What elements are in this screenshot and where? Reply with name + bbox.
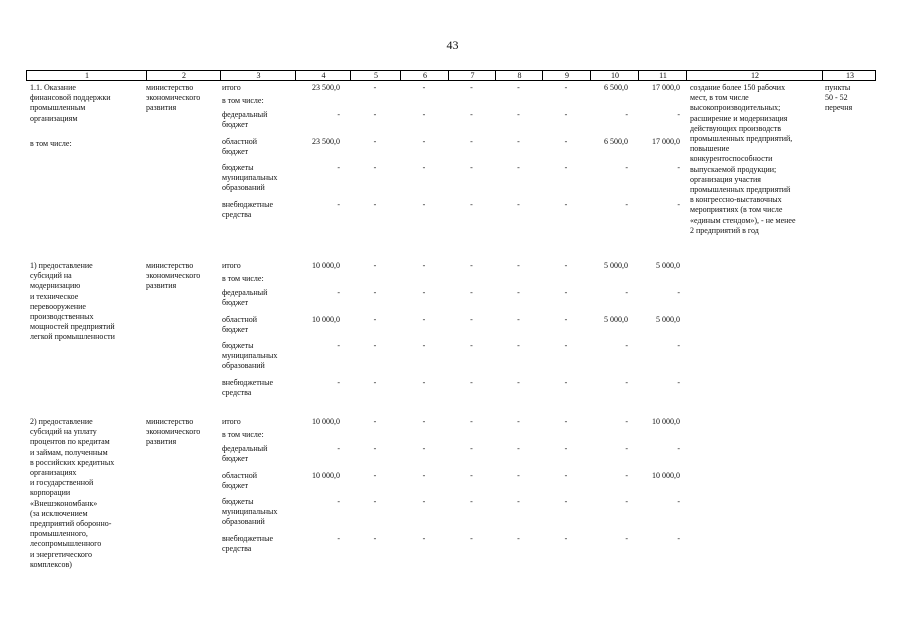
funding-amount-cell: -: [564, 534, 568, 543]
funding-amount-cell: -: [517, 378, 520, 387]
funding-amount-cell: -: [422, 378, 426, 387]
responsible-executor: министерство экономического развития: [146, 83, 201, 113]
column-divider: [822, 71, 823, 80]
funding-amount-cell: -: [373, 83, 377, 92]
funding-amount-cell: -: [373, 497, 377, 506]
funding-amount-cell: -: [373, 110, 377, 119]
funding-amount-cell: -: [564, 261, 568, 270]
column-header-8: 8: [517, 71, 522, 80]
funding-amount-cell: -: [625, 163, 628, 172]
funding-amount-cell: -: [337, 110, 340, 119]
column-header-7: 7: [470, 71, 475, 80]
funding-amount-cell: -: [337, 200, 340, 209]
funding-source-label: федеральный бюджет: [222, 288, 268, 308]
column-divider: [220, 71, 221, 80]
list-reference: пункты 50 - 52 перечня: [825, 83, 853, 113]
funding-amount-cell: -: [517, 110, 520, 119]
funding-amount-cell: -: [677, 341, 680, 350]
funding-amount-cell: -: [625, 534, 628, 543]
funding-amount-cell: 10 000,0: [312, 417, 340, 426]
funding-source-label: областной бюджет: [222, 471, 258, 491]
funding-amount-cell: -: [422, 497, 426, 506]
funding-amount-cell: -: [337, 497, 340, 506]
expected-result: создание более 150 рабочих мест, в том числе высокопроизводительных; расширение и модернизация действующих производств промышленных предприятий, повышение конкурентоспособности выпускаемой продукции; организация участия промышленных предприятий в конгрессно-выставочных мероприятиях (в том числе «единым стендом»), - не менее 2 предприятий в год: [690, 83, 796, 235]
measure-name: 2) предоставление субсидий на уплату процентов по кредитам и займам, полученным в российских кредитных организациях и государственной корпорации «Внешэкономбанк» (за исключением предприятий оборонно- промышленного, лесопромышленного и энергетического комплексов): [30, 417, 115, 569]
column-header-13: 13: [846, 71, 854, 80]
funding-amount-cell: -: [373, 417, 377, 426]
funding-amount-cell: -: [677, 200, 680, 209]
funding-amount-cell: -: [564, 497, 568, 506]
funding-amount-cell: -: [517, 261, 520, 270]
column-divider: [400, 71, 401, 80]
funding-source-label: в том числе:: [222, 96, 264, 105]
funding-source-label: федеральный бюджет: [222, 110, 268, 130]
funding-amount-cell: -: [470, 341, 473, 350]
funding-amount-cell: -: [564, 200, 568, 209]
funding-amount-cell: -: [677, 444, 680, 453]
funding-amount-cell: 23 500,0: [312, 83, 340, 92]
funding-amount-cell: -: [470, 417, 473, 426]
funding-amount-cell: -: [373, 315, 377, 324]
funding-amount-cell: -: [470, 261, 473, 270]
funding-amount-cell: -: [625, 444, 628, 453]
funding-amount-cell: -: [625, 417, 628, 426]
funding-amount-cell: 17 000,0: [652, 137, 680, 146]
funding-source-label: в том числе:: [222, 274, 264, 283]
funding-amount-cell: 5 000,0: [656, 261, 680, 270]
funding-amount-cell: -: [677, 110, 680, 119]
funding-amount-cell: 10 000,0: [652, 471, 680, 480]
funding-source-label: федеральный бюджет: [222, 444, 268, 464]
funding-amount-cell: -: [625, 288, 628, 297]
funding-amount-cell: -: [625, 341, 628, 350]
funding-amount-cell: 10 000,0: [312, 261, 340, 270]
column-header-4: 4: [321, 71, 326, 80]
funding-amount-cell: -: [470, 110, 473, 119]
funding-amount-cell: -: [517, 83, 520, 92]
funding-source-label: итого: [222, 417, 241, 426]
funding-amount-cell: -: [337, 534, 340, 543]
funding-amount-cell: -: [422, 341, 426, 350]
funding-amount-cell: -: [470, 288, 473, 297]
responsible-executor: министерство экономического развития: [146, 261, 201, 291]
funding-amount-cell: -: [422, 417, 426, 426]
funding-amount-cell: -: [677, 534, 680, 543]
funding-amount-cell: -: [517, 288, 520, 297]
funding-amount-cell: -: [337, 444, 340, 453]
funding-amount-cell: -: [517, 417, 520, 426]
funding-amount-cell: 5 000,0: [604, 315, 628, 324]
funding-source-label: итого: [222, 261, 241, 270]
funding-amount-cell: -: [422, 83, 426, 92]
funding-amount-cell: -: [373, 341, 377, 350]
column-header-3: 3: [256, 71, 261, 80]
funding-amount-cell: -: [625, 200, 628, 209]
funding-amount-cell: -: [373, 163, 377, 172]
column-divider: [686, 71, 687, 80]
funding-amount-cell: -: [625, 378, 628, 387]
column-header-10: 10: [611, 71, 619, 80]
funding-amount-cell: -: [470, 444, 473, 453]
funding-amount-cell: -: [470, 378, 473, 387]
funding-amount-cell: -: [422, 163, 426, 172]
funding-amount-cell: -: [422, 110, 426, 119]
column-header-1: 1: [85, 71, 89, 80]
funding-amount-cell: -: [677, 378, 680, 387]
funding-amount-cell: -: [564, 444, 568, 453]
funding-amount-cell: 5 000,0: [656, 315, 680, 324]
page-number: 43: [446, 38, 459, 52]
funding-amount-cell: -: [373, 534, 377, 543]
funding-amount-cell: -: [422, 315, 426, 324]
funding-amount-cell: -: [564, 378, 568, 387]
funding-amount-cell: -: [470, 315, 473, 324]
funding-amount-cell: -: [564, 288, 568, 297]
column-header-5: 5: [374, 71, 378, 80]
funding-amount-cell: -: [470, 163, 473, 172]
column-divider: [495, 71, 496, 80]
funding-amount-cell: -: [422, 471, 426, 480]
funding-source-label: внебюджетные средства: [222, 378, 273, 398]
funding-amount-cell: -: [337, 378, 340, 387]
funding-source-label: в том числе:: [222, 430, 264, 439]
funding-amount-cell: -: [677, 163, 680, 172]
funding-source-label: внебюджетные средства: [222, 534, 273, 554]
funding-amount-cell: 5 000,0: [604, 261, 628, 270]
funding-source-label: итого: [222, 83, 241, 92]
funding-amount-cell: -: [517, 137, 520, 146]
funding-amount-cell: -: [564, 137, 568, 146]
funding-amount-cell: 17 000,0: [652, 83, 680, 92]
funding-source-label: областной бюджет: [222, 137, 258, 157]
funding-amount-cell: -: [517, 315, 520, 324]
funding-amount-cell: -: [470, 200, 473, 209]
responsible-executor: министерство экономического развития: [146, 417, 201, 447]
funding-amount-cell: -: [564, 315, 568, 324]
funding-amount-cell: -: [373, 200, 377, 209]
funding-amount-cell: -: [470, 471, 473, 480]
column-header-row: [26, 70, 876, 81]
column-header-6: 6: [423, 71, 427, 80]
funding-amount-cell: -: [373, 261, 377, 270]
column-divider: [350, 71, 351, 80]
funding-amount-cell: -: [422, 137, 426, 146]
funding-amount-cell: -: [564, 163, 568, 172]
measure-name: 1) предоставление субсидий на модернизацию и техническое перевооружение производственных мощностей предприятий легкой промышленности: [30, 261, 115, 342]
column-header-12: 12: [751, 71, 759, 80]
funding-source-label: бюджеты муниципальных образований: [222, 163, 278, 193]
funding-amount-cell: -: [373, 471, 377, 480]
column-divider: [638, 71, 639, 80]
column-divider: [542, 71, 543, 80]
funding-amount-cell: -: [373, 137, 377, 146]
funding-amount-cell: -: [422, 534, 426, 543]
funding-amount-cell: -: [470, 497, 473, 506]
funding-amount-cell: -: [564, 110, 568, 119]
funding-amount-cell: 6 500,0: [604, 83, 628, 92]
funding-amount-cell: -: [422, 200, 426, 209]
funding-source-label: бюджеты муниципальных образований: [222, 341, 278, 371]
funding-amount-cell: -: [517, 163, 520, 172]
column-header-11: 11: [659, 71, 667, 80]
column-header-2: 2: [182, 71, 186, 80]
funding-amount-cell: -: [625, 471, 628, 480]
column-divider: [590, 71, 591, 80]
funding-amount-cell: -: [470, 83, 473, 92]
funding-amount-cell: -: [517, 497, 520, 506]
measure-subtitle: в том числе:: [30, 139, 72, 148]
funding-amount-cell: -: [337, 341, 340, 350]
funding-amount-cell: -: [564, 83, 568, 92]
funding-amount-cell: -: [517, 444, 520, 453]
column-divider: [146, 71, 147, 80]
funding-amount-cell: -: [677, 497, 680, 506]
funding-amount-cell: -: [564, 471, 568, 480]
funding-amount-cell: -: [517, 200, 520, 209]
funding-source-label: внебюджетные средства: [222, 200, 273, 220]
column-divider: [295, 71, 296, 80]
funding-amount-cell: 10 000,0: [312, 471, 340, 480]
funding-amount-cell: -: [564, 417, 568, 426]
funding-amount-cell: 6 500,0: [604, 137, 628, 146]
measure-name: 1.1. Оказание финансовой поддержки промышленным организациям: [30, 83, 111, 123]
funding-amount-cell: -: [517, 471, 520, 480]
funding-amount-cell: 10 000,0: [652, 417, 680, 426]
funding-amount-cell: -: [373, 288, 377, 297]
funding-amount-cell: -: [422, 261, 426, 270]
column-divider: [448, 71, 449, 80]
funding-amount-cell: -: [373, 444, 377, 453]
funding-amount-cell: -: [677, 288, 680, 297]
funding-amount-cell: -: [337, 163, 340, 172]
funding-amount-cell: -: [373, 378, 377, 387]
column-header-9: 9: [565, 71, 569, 80]
funding-source-label: бюджеты муниципальных образований: [222, 497, 278, 527]
funding-amount-cell: 23 500,0: [312, 137, 340, 146]
funding-amount-cell: -: [422, 288, 426, 297]
funding-amount-cell: 10 000,0: [312, 315, 340, 324]
funding-amount-cell: -: [470, 137, 473, 146]
funding-amount-cell: -: [517, 341, 520, 350]
funding-amount-cell: -: [517, 534, 520, 543]
funding-amount-cell: -: [337, 288, 340, 297]
funding-amount-cell: -: [625, 497, 628, 506]
funding-amount-cell: -: [470, 534, 473, 543]
funding-source-label: областной бюджет: [222, 315, 258, 335]
funding-amount-cell: -: [625, 110, 628, 119]
funding-amount-cell: -: [422, 444, 426, 453]
funding-amount-cell: -: [564, 341, 568, 350]
